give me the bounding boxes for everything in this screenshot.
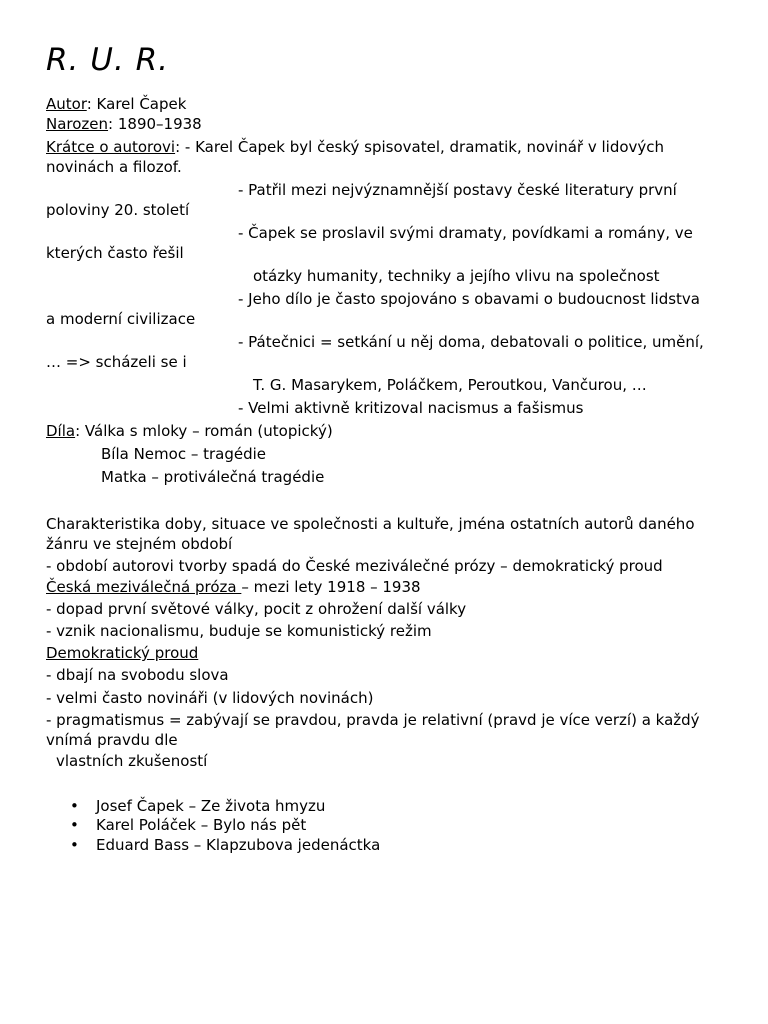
works-item: Bíla Nemoc – tragédie — [101, 445, 267, 463]
context-heading: Charakteristika doby, situace ve společnosti a kultuře, jména ostatních autorů daného žánru ve stejném období — [46, 515, 695, 553]
about-item: - Čapek se proslavil svými dramaty, povídkami a romány, ve — [238, 224, 693, 242]
born-line — [46, 114, 726, 134]
bullet-icon: • — [70, 836, 79, 854]
bullet-icon: • — [70, 816, 79, 834]
list-item-text: Karel Poláček – Bylo nás pět — [96, 816, 307, 834]
interwar-line — [46, 577, 726, 597]
about-label: Krátce o autorovi — [46, 138, 176, 156]
list-item-text: Eduard Bass – Klapzubova jedenáctka — [96, 836, 381, 854]
author-line — [46, 94, 726, 114]
about-continuation: novinách a filozof. — [46, 158, 182, 176]
democratic-line — [46, 643, 726, 663]
democratic-label: Demokratický proud — [46, 644, 199, 662]
about-item-continuation: otázky humanity, techniky a jejího vlivu na společnost — [253, 267, 660, 285]
list-item — [70, 815, 306, 835]
about-item: - Pátečnici = setkání u něj doma, debatovali o politice, umění, — [238, 333, 704, 351]
about-item: - Jeho dílo je často spojováno s obavami o budoucnost lidstva — [238, 290, 700, 308]
born-label: Narozen — [46, 115, 109, 133]
about-line — [46, 137, 726, 157]
context-line: - období autorovi tvorby spadá do České meziválečné prózy – demokratický proud — [46, 557, 663, 575]
context-line: - velmi často novináři (v lidových novinách) — [46, 689, 374, 707]
context-line: - dbají na svobodu slova — [46, 666, 229, 684]
about-item: - Patřil mezi nejvýznamnější postavy české literatury první — [238, 181, 677, 199]
about-text: : - Karel Čapek byl český spisovatel, dramatik, novinář v lidových — [175, 138, 665, 156]
author-value: : Karel Čapek — [86, 95, 187, 113]
works-first: : Válka s mloky – román (utopický) — [75, 422, 333, 440]
born-value: : 1890–1938 — [108, 115, 202, 133]
about-item-continuation: poloviny 20. století — [46, 201, 190, 219]
context-line: vlastních zkušeností — [56, 752, 208, 770]
about-item: - Velmi aktivně kritizoval nacismus a fašismus — [238, 399, 584, 417]
works-item: Matka – protiválečná tragédie — [101, 468, 325, 486]
context-line: - vznik nacionalismu, buduje se komunistický režim — [46, 622, 432, 640]
document-title: R. U. R. — [46, 42, 170, 78]
about-item-continuation: T. G. Masarykem, Poláčkem, Peroutkou, Vančurou, … — [253, 376, 647, 394]
context-line: - pragmatismus = zabývají se pravdou, pravda je relativní (pravd je více verzí) a každý vnímá pravdu dle — [46, 711, 700, 749]
interwar-label: Česká meziválečná próza — [46, 578, 242, 596]
author-label: Autor — [46, 95, 87, 113]
context-line: - dopad první světové války, pocit z ohrožení další války — [46, 600, 467, 618]
bullet-icon: • — [70, 797, 79, 815]
about-item-continuation: … => scházeli se i — [46, 353, 187, 371]
list-item — [70, 835, 380, 855]
about-item-continuation: kterých často řešil — [46, 244, 184, 262]
interwar-value: – mezi lety 1918 – 1938 — [241, 578, 421, 596]
list-item-text: Josef Čapek – Ze života hmyzu — [96, 797, 326, 815]
works-line — [46, 421, 726, 441]
works-label: Díla — [46, 422, 76, 440]
list-item — [70, 796, 325, 816]
about-item-continuation: a moderní civilizace — [46, 310, 196, 328]
